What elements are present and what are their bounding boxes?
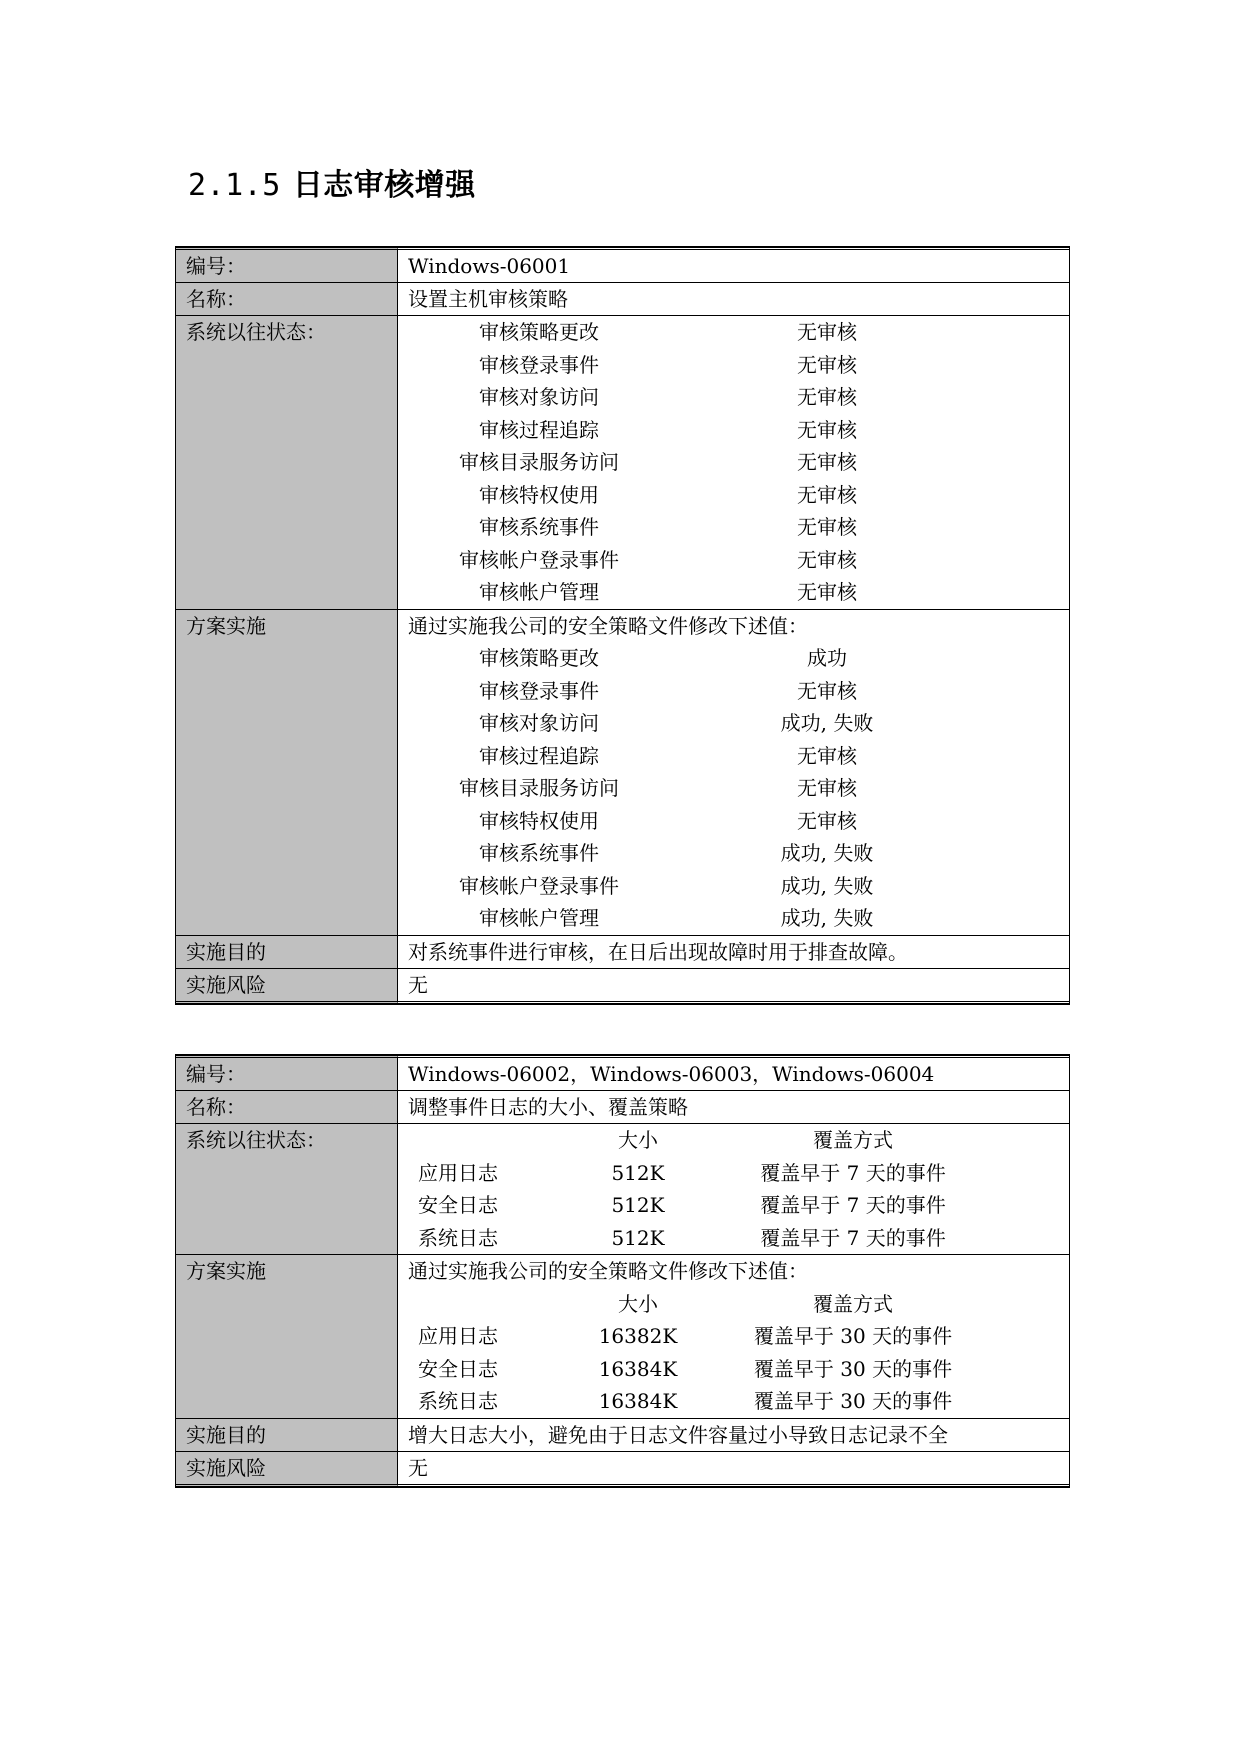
size-header: 大小 (618, 1291, 658, 1316)
list-item: 审核过程追踪 无审核 (479, 417, 857, 442)
purpose-value: 增大日志大小，避免由于日志文件容量过小导致日志记录不全 (398, 1418, 1069, 1451)
list-item: 安全日志 16384K 覆盖早于 30 天的事件 (418, 1356, 953, 1381)
risk-value: 无 (398, 1451, 1069, 1487)
row-label: 系统以往状态： (176, 1123, 398, 1254)
row-label: 名称： (176, 282, 398, 315)
implementation-list (398, 1254, 1069, 1418)
row-label: 实施风险 (176, 968, 398, 1004)
name-value: 设置主机审核策略 (398, 282, 1069, 315)
column-header-row (408, 1124, 1059, 1157)
list-item: 审核帐户登录事件 成功, 失败 (459, 873, 874, 898)
list-item: 审核目录服务访问 无审核 (459, 450, 857, 475)
table-row (176, 315, 1069, 609)
list-item: 审核登录事件 无审核 (479, 678, 857, 703)
section-title: 日志审核增强 (292, 168, 476, 203)
section-heading (188, 160, 476, 204)
list-item: 审核登录事件 无审核 (479, 352, 857, 377)
list-item: 应用日志 16382K 覆盖早于 30 天的事件 (418, 1324, 953, 1349)
list-item: 审核帐户管理 成功, 失败 (479, 906, 874, 931)
overwrite-header: 覆盖方式 (813, 1128, 893, 1153)
list-item: 审核特权使用 无审核 (479, 482, 857, 507)
list-item: 审核对象访问 成功, 失败 (479, 711, 874, 736)
id-value: Windows-06002，Windows-06003，Windows-06004 (398, 1055, 1069, 1090)
list-item: 审核系统事件 成功, 失败 (479, 841, 874, 866)
implementation-intro: 通过实施我公司的安全策略文件修改下述值： (408, 613, 808, 638)
list-item: 审核帐户管理 无审核 (479, 580, 857, 605)
list-item: 系统日志 16384K 覆盖早于 30 天的事件 (418, 1389, 953, 1414)
column-header-row (408, 1288, 1059, 1321)
row-label: 实施目的 (176, 1418, 398, 1451)
table-row (176, 1254, 1069, 1418)
table-row (176, 968, 1069, 1004)
audit-policy-table (175, 246, 1070, 1005)
list-item: 应用日志 512K 覆盖早于 7 天的事件 (418, 1160, 946, 1185)
list-item: 审核策略更改 成功 (479, 646, 847, 671)
table-row (176, 1123, 1069, 1254)
row-label: 系统以往状态： (176, 315, 398, 609)
overwrite-header: 覆盖方式 (813, 1291, 893, 1316)
event-log-table (175, 1054, 1070, 1488)
list-item: 审核过程追踪 无审核 (479, 743, 857, 768)
row-label: 编号： (176, 1055, 398, 1090)
previous-state-list (398, 1123, 1069, 1254)
name-value: 调整事件日志的大小、覆盖策略 (398, 1090, 1069, 1123)
table-row (176, 282, 1069, 315)
table-row (176, 935, 1069, 968)
list-item: 系统日志 512K 覆盖早于 7 天的事件 (418, 1225, 946, 1250)
list-item: 审核系统事件 无审核 (479, 515, 857, 540)
row-label: 实施目的 (176, 935, 398, 968)
risk-value: 无 (398, 968, 1069, 1004)
list-item: 安全日志 512K 覆盖早于 7 天的事件 (418, 1193, 946, 1218)
list-item: 审核帐户登录事件 无审核 (459, 547, 857, 572)
row-label: 编号： (176, 247, 398, 282)
list-item: 审核策略更改 无审核 (479, 320, 857, 345)
table-row (176, 1418, 1069, 1451)
section-number: 2.1.5 (188, 168, 281, 203)
list-item: 审核目录服务访问 无审核 (459, 776, 857, 801)
row-label: 名称： (176, 1090, 398, 1123)
table-row (176, 1451, 1069, 1487)
row-label: 实施风险 (176, 1451, 398, 1487)
previous-state-list (398, 315, 1069, 609)
row-label: 方案实施 (176, 609, 398, 935)
id-value: Windows-06001 (398, 247, 1069, 282)
table-row (176, 247, 1069, 282)
list-item: 审核对象访问 无审核 (479, 385, 857, 410)
table-row (176, 1090, 1069, 1123)
table-row (176, 1055, 1069, 1090)
implementation-intro: 通过实施我公司的安全策略文件修改下述值： (408, 1259, 808, 1284)
table-row (176, 609, 1069, 935)
list-item: 审核特权使用 无审核 (479, 808, 857, 833)
implementation-list (398, 609, 1069, 935)
row-label: 方案实施 (176, 1254, 398, 1418)
size-header: 大小 (618, 1128, 658, 1153)
purpose-value: 对系统事件进行审核，在日后出现故障时用于排查故障。 (398, 935, 1069, 968)
